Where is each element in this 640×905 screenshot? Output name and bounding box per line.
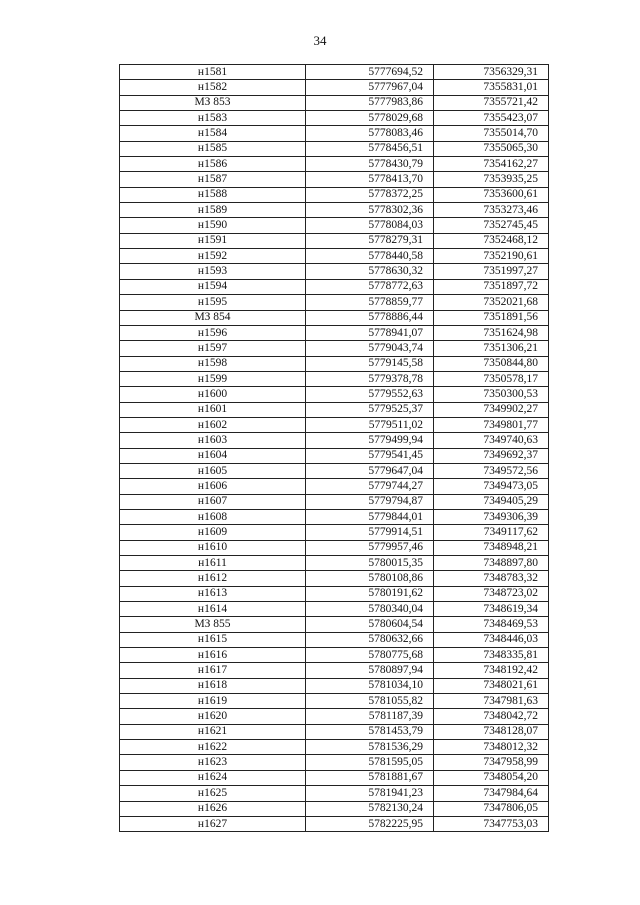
table-row [120, 203, 549, 218]
x-coordinate-cell: 5778430,79 [306, 157, 434, 172]
x-coordinate-cell: 5781187,39 [306, 709, 434, 724]
y-coordinate-cell: 7348335,81 [434, 648, 549, 663]
point-id-cell: н1602 [120, 417, 306, 432]
x-coordinate-cell: 5779914,51 [306, 525, 434, 540]
point-id-cell: н1606 [120, 479, 306, 494]
table-row [120, 402, 549, 417]
point-id-cell: н1621 [120, 724, 306, 739]
point-id-cell: н1619 [120, 694, 306, 709]
point-id-cell: н1604 [120, 448, 306, 463]
x-coordinate-cell: 5780604,54 [306, 617, 434, 632]
table-row [120, 187, 549, 202]
y-coordinate-cell: 7348012,32 [434, 740, 549, 755]
y-coordinate-cell: 7356329,31 [434, 65, 549, 80]
x-coordinate-cell: 5778440,58 [306, 249, 434, 264]
point-id-cell: н1618 [120, 678, 306, 693]
y-coordinate-cell: 7352190,61 [434, 249, 549, 264]
point-id-cell: н1591 [120, 233, 306, 248]
table-row [120, 295, 549, 310]
point-id-cell: н1620 [120, 709, 306, 724]
y-coordinate-cell: 7351891,56 [434, 310, 549, 325]
y-coordinate-cell: 7349801,77 [434, 417, 549, 432]
x-coordinate-cell: 5781536,29 [306, 740, 434, 755]
y-coordinate-cell: 7349902,27 [434, 402, 549, 417]
table-row [120, 80, 549, 95]
x-coordinate-cell: 5781453,79 [306, 724, 434, 739]
y-coordinate-cell: 7348783,32 [434, 571, 549, 586]
point-id-cell: н1590 [120, 218, 306, 233]
x-coordinate-cell: 5779552,63 [306, 387, 434, 402]
point-id-cell: н1584 [120, 126, 306, 141]
y-coordinate-cell: 7349405,29 [434, 494, 549, 509]
y-coordinate-cell: 7355014,70 [434, 126, 549, 141]
point-id-cell: н1627 [120, 816, 306, 831]
table-row [120, 617, 549, 632]
y-coordinate-cell: 7348948,21 [434, 540, 549, 555]
point-id-cell: н1609 [120, 525, 306, 540]
table-row [120, 663, 549, 678]
point-id-cell: н1624 [120, 770, 306, 785]
x-coordinate-cell: 5780775,68 [306, 648, 434, 663]
y-coordinate-cell: 7352468,12 [434, 233, 549, 248]
table-row [120, 111, 549, 126]
x-coordinate-cell: 5778630,32 [306, 264, 434, 279]
x-coordinate-cell: 5779511,02 [306, 417, 434, 432]
point-id-cell: н1611 [120, 556, 306, 571]
page-number: 34 [313, 33, 327, 48]
point-id-cell: н1594 [120, 279, 306, 294]
point-id-cell: н1625 [120, 786, 306, 801]
x-coordinate-cell: 5780108,86 [306, 571, 434, 586]
table-row [120, 540, 549, 555]
y-coordinate-cell: 7355423,07 [434, 111, 549, 126]
x-coordinate-cell: 5778772,63 [306, 279, 434, 294]
y-coordinate-cell: 7355721,42 [434, 95, 549, 110]
table-row [120, 310, 549, 325]
x-coordinate-cell: 5778941,07 [306, 325, 434, 340]
table-row [120, 525, 549, 540]
table-row [120, 816, 549, 831]
point-id-cell: н1607 [120, 494, 306, 509]
table-row [120, 801, 549, 816]
point-id-cell: н1588 [120, 187, 306, 202]
point-id-cell: н1613 [120, 586, 306, 601]
point-id-cell: н1608 [120, 509, 306, 524]
y-coordinate-cell: 7354162,27 [434, 157, 549, 172]
x-coordinate-cell: 5779744,27 [306, 479, 434, 494]
y-coordinate-cell: 7348723,02 [434, 586, 549, 601]
y-coordinate-cell: 7347806,05 [434, 801, 549, 816]
x-coordinate-cell: 5778279,31 [306, 233, 434, 248]
point-id-cell: н1612 [120, 571, 306, 586]
table-row [120, 157, 549, 172]
point-id-cell: МЗ 853 [120, 95, 306, 110]
table-row [120, 448, 549, 463]
point-id-cell: МЗ 855 [120, 617, 306, 632]
point-id-cell: н1595 [120, 295, 306, 310]
table-row [120, 371, 549, 386]
y-coordinate-cell: 7350578,17 [434, 371, 549, 386]
point-id-cell: н1587 [120, 172, 306, 187]
table-row [120, 479, 549, 494]
table-row [120, 786, 549, 801]
y-coordinate-cell: 7352745,45 [434, 218, 549, 233]
table-row [120, 602, 549, 617]
y-coordinate-cell: 7348619,34 [434, 602, 549, 617]
x-coordinate-cell: 5779145,58 [306, 356, 434, 371]
table-row [120, 279, 549, 294]
y-coordinate-cell: 7349117,62 [434, 525, 549, 540]
y-coordinate-cell: 7353935,25 [434, 172, 549, 187]
y-coordinate-cell: 7355831,01 [434, 80, 549, 95]
point-id-cell: н1593 [120, 264, 306, 279]
table-row [120, 632, 549, 647]
table-row [120, 433, 549, 448]
x-coordinate-cell: 5779957,46 [306, 540, 434, 555]
y-coordinate-cell: 7348897,80 [434, 556, 549, 571]
point-id-cell: МЗ 854 [120, 310, 306, 325]
y-coordinate-cell: 7349473,05 [434, 479, 549, 494]
x-coordinate-cell: 5777694,52 [306, 65, 434, 80]
point-id-cell: н1622 [120, 740, 306, 755]
x-coordinate-cell: 5780632,66 [306, 632, 434, 647]
table-row [120, 740, 549, 755]
x-coordinate-cell: 5782225,95 [306, 816, 434, 831]
y-coordinate-cell: 7349740,63 [434, 433, 549, 448]
y-coordinate-cell: 7348021,61 [434, 678, 549, 693]
point-id-cell: н1617 [120, 663, 306, 678]
y-coordinate-cell: 7349306,39 [434, 509, 549, 524]
table-row [120, 678, 549, 693]
x-coordinate-cell: 5778456,51 [306, 141, 434, 156]
y-coordinate-cell: 7350300,53 [434, 387, 549, 402]
point-id-cell: н1585 [120, 141, 306, 156]
y-coordinate-cell: 7352021,68 [434, 295, 549, 310]
y-coordinate-cell: 7347958,99 [434, 755, 549, 770]
point-id-cell: н1596 [120, 325, 306, 340]
x-coordinate-cell: 5779541,45 [306, 448, 434, 463]
y-coordinate-cell: 7350844,80 [434, 356, 549, 371]
y-coordinate-cell: 7353600,61 [434, 187, 549, 202]
x-coordinate-cell: 5779499,94 [306, 433, 434, 448]
y-coordinate-cell: 7347753,03 [434, 816, 549, 831]
x-coordinate-cell: 5778084,03 [306, 218, 434, 233]
table-row [120, 218, 549, 233]
x-coordinate-cell: 5778029,68 [306, 111, 434, 126]
table-row [120, 694, 549, 709]
table-row [120, 463, 549, 478]
point-id-cell: н1599 [120, 371, 306, 386]
point-id-cell: н1614 [120, 602, 306, 617]
y-coordinate-cell: 7347984,64 [434, 786, 549, 801]
point-id-cell: н1615 [120, 632, 306, 647]
x-coordinate-cell: 5781055,82 [306, 694, 434, 709]
table-row [120, 586, 549, 601]
table-row [120, 709, 549, 724]
point-id-cell: н1582 [120, 80, 306, 95]
table-row [120, 126, 549, 141]
point-id-cell: н1616 [120, 648, 306, 663]
point-id-cell: н1589 [120, 203, 306, 218]
y-coordinate-cell: 7351897,72 [434, 279, 549, 294]
point-id-cell: н1583 [120, 111, 306, 126]
table-row [120, 325, 549, 340]
table-row [120, 387, 549, 402]
y-coordinate-cell: 7348042,72 [434, 709, 549, 724]
table-row [120, 172, 549, 187]
y-coordinate-cell: 7348128,07 [434, 724, 549, 739]
y-coordinate-cell: 7349572,56 [434, 463, 549, 478]
table-row [120, 724, 549, 739]
x-coordinate-cell: 5777967,04 [306, 80, 434, 95]
point-id-cell: н1605 [120, 463, 306, 478]
y-coordinate-cell: 7351306,21 [434, 341, 549, 356]
x-coordinate-cell: 5782130,24 [306, 801, 434, 816]
y-coordinate-cell: 7348054,20 [434, 770, 549, 785]
x-coordinate-cell: 5778413,70 [306, 172, 434, 187]
x-coordinate-cell: 5777983,86 [306, 95, 434, 110]
table-row [120, 648, 549, 663]
x-coordinate-cell: 5779378,78 [306, 371, 434, 386]
table-row [120, 556, 549, 571]
table-row [120, 95, 549, 110]
x-coordinate-cell: 5781034,10 [306, 678, 434, 693]
table-row [120, 755, 549, 770]
x-coordinate-cell: 5780015,35 [306, 556, 434, 571]
table-row [120, 356, 549, 371]
y-coordinate-cell: 7348446,03 [434, 632, 549, 647]
y-coordinate-cell: 7348192,42 [434, 663, 549, 678]
x-coordinate-cell: 5779647,04 [306, 463, 434, 478]
y-coordinate-cell: 7351997,27 [434, 264, 549, 279]
x-coordinate-cell: 5781881,67 [306, 770, 434, 785]
y-coordinate-cell: 7347981,63 [434, 694, 549, 709]
x-coordinate-cell: 5779844,01 [306, 509, 434, 524]
table-row [120, 341, 549, 356]
point-id-cell: н1626 [120, 801, 306, 816]
point-id-cell: н1586 [120, 157, 306, 172]
x-coordinate-cell: 5781595,05 [306, 755, 434, 770]
table-row [120, 65, 549, 80]
x-coordinate-cell: 5778886,44 [306, 310, 434, 325]
x-coordinate-cell: 5779043,74 [306, 341, 434, 356]
y-coordinate-cell: 7348469,53 [434, 617, 549, 632]
table-row [120, 233, 549, 248]
x-coordinate-cell: 5778859,77 [306, 295, 434, 310]
coordinates-table [119, 64, 549, 832]
y-coordinate-cell: 7355065,30 [434, 141, 549, 156]
table-row [120, 494, 549, 509]
table-row [120, 417, 549, 432]
point-id-cell: н1603 [120, 433, 306, 448]
point-id-cell: н1598 [120, 356, 306, 371]
y-coordinate-cell: 7353273,46 [434, 203, 549, 218]
point-id-cell: н1601 [120, 402, 306, 417]
point-id-cell: н1610 [120, 540, 306, 555]
point-id-cell: н1623 [120, 755, 306, 770]
point-id-cell: н1600 [120, 387, 306, 402]
y-coordinate-cell: 7351624,98 [434, 325, 549, 340]
table-row [120, 571, 549, 586]
x-coordinate-cell: 5781941,23 [306, 786, 434, 801]
x-coordinate-cell: 5779525,37 [306, 402, 434, 417]
table-row [120, 249, 549, 264]
table-row [120, 770, 549, 785]
coordinates-table-body [120, 65, 549, 832]
table-row [120, 264, 549, 279]
x-coordinate-cell: 5780897,94 [306, 663, 434, 678]
x-coordinate-cell: 5780340,04 [306, 602, 434, 617]
x-coordinate-cell: 5778372,25 [306, 187, 434, 202]
table-row [120, 509, 549, 524]
point-id-cell: н1592 [120, 249, 306, 264]
point-id-cell: н1581 [120, 65, 306, 80]
x-coordinate-cell: 5778083,46 [306, 126, 434, 141]
point-id-cell: н1597 [120, 341, 306, 356]
y-coordinate-cell: 7349692,37 [434, 448, 549, 463]
x-coordinate-cell: 5778302,36 [306, 203, 434, 218]
x-coordinate-cell: 5780191,62 [306, 586, 434, 601]
x-coordinate-cell: 5779794,87 [306, 494, 434, 509]
table-row [120, 141, 549, 156]
